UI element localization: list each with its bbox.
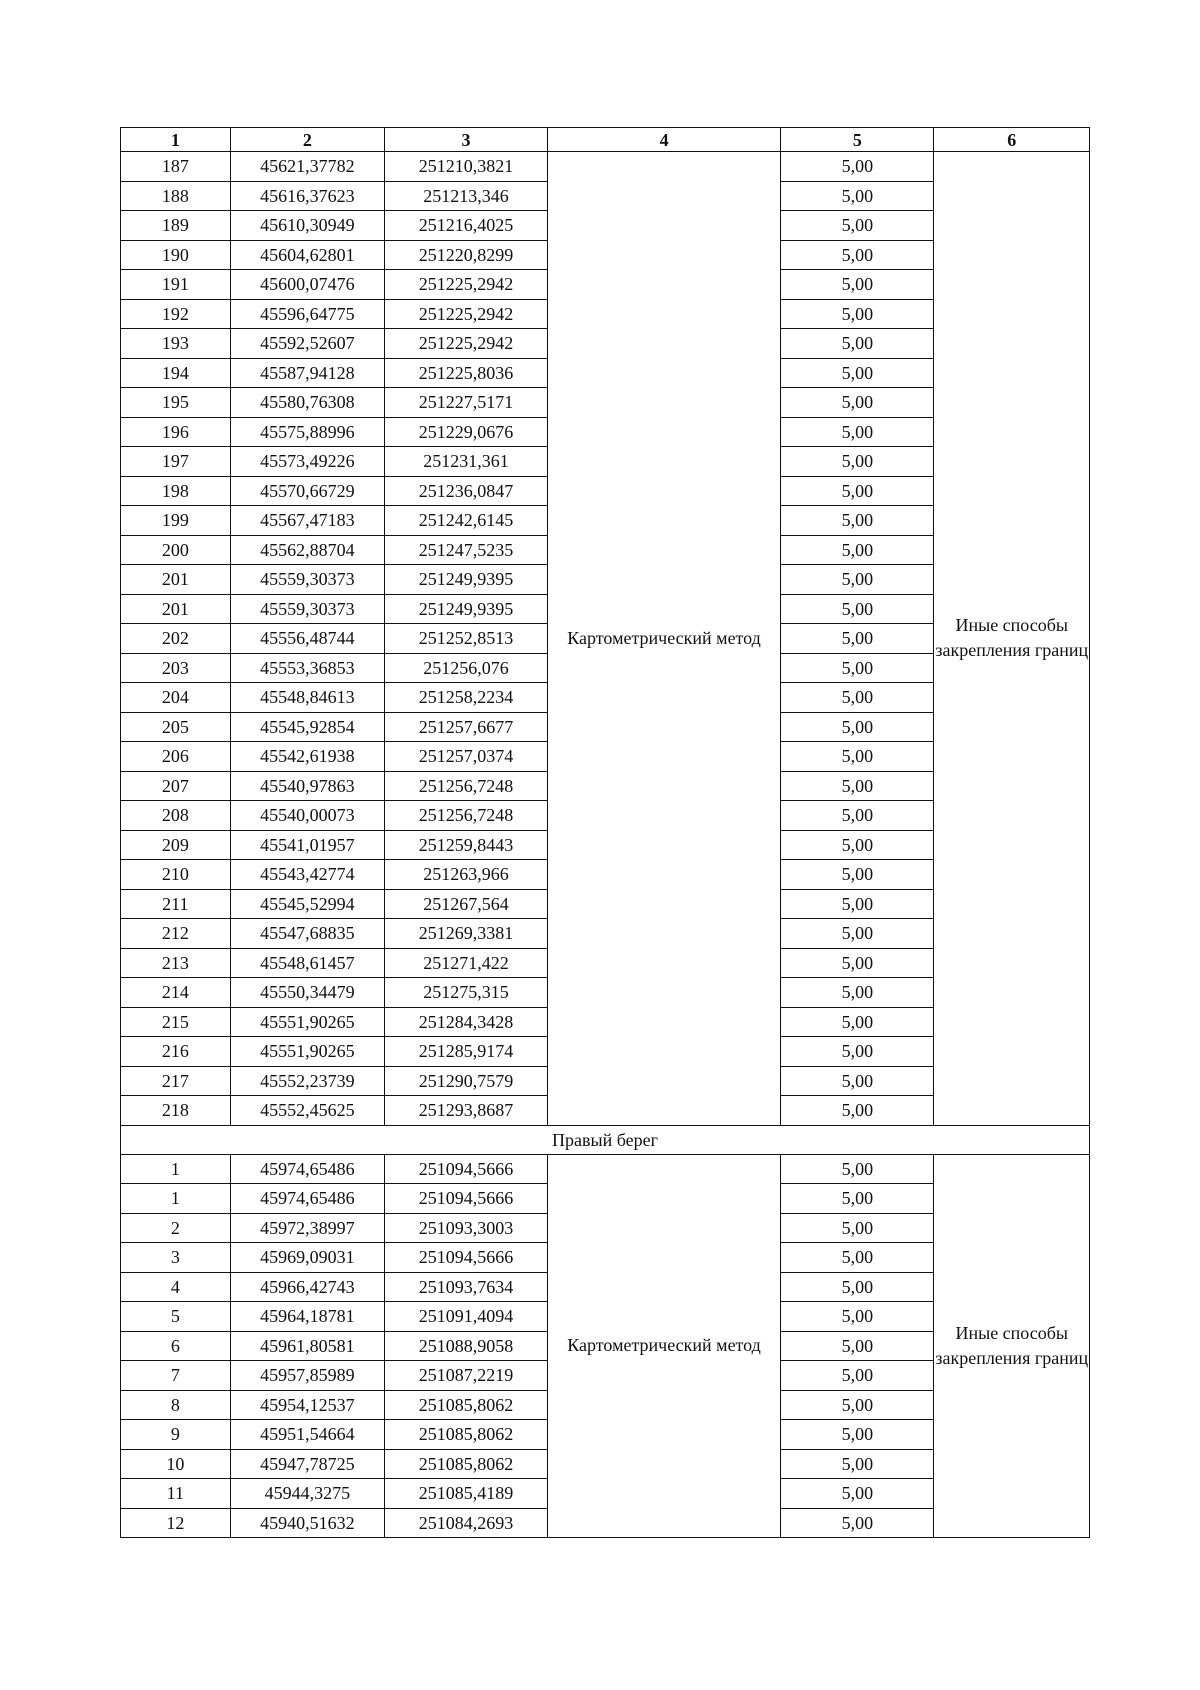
accuracy-cell: 5,00 — [781, 1243, 934, 1273]
point-number-cell: 201 — [121, 565, 231, 595]
y-coordinate-cell: 251093,3003 — [385, 1213, 548, 1243]
x-coordinate-cell: 45573,49226 — [230, 447, 384, 477]
accuracy-cell: 5,00 — [781, 506, 934, 536]
point-number-cell: 201 — [121, 594, 231, 624]
point-number-cell: 6 — [121, 1331, 231, 1361]
point-number-cell: 213 — [121, 948, 231, 978]
x-coordinate-cell: 45551,90265 — [230, 1007, 384, 1037]
y-coordinate-cell: 251229,0676 — [385, 417, 548, 447]
accuracy-cell: 5,00 — [781, 1037, 934, 1067]
y-coordinate-cell: 251256,7248 — [385, 801, 548, 831]
point-number-cell: 190 — [121, 240, 231, 270]
accuracy-cell: 5,00 — [781, 476, 934, 506]
point-number-cell: 206 — [121, 742, 231, 772]
y-coordinate-cell: 251225,2942 — [385, 299, 548, 329]
point-number-cell: 7 — [121, 1361, 231, 1391]
accuracy-cell: 5,00 — [781, 1361, 934, 1391]
x-coordinate-cell: 45587,94128 — [230, 358, 384, 388]
accuracy-cell: 5,00 — [781, 1420, 934, 1450]
point-number-cell: 214 — [121, 978, 231, 1008]
y-coordinate-cell: 251085,8062 — [385, 1420, 548, 1450]
x-coordinate-cell: 45545,52994 — [230, 889, 384, 919]
column-header-6: 6 — [934, 128, 1090, 152]
point-number-cell: 193 — [121, 329, 231, 359]
x-coordinate-cell: 45961,80581 — [230, 1331, 384, 1361]
accuracy-cell: 5,00 — [781, 889, 934, 919]
accuracy-cell: 5,00 — [781, 388, 934, 418]
x-coordinate-cell: 45562,88704 — [230, 535, 384, 565]
accuracy-cell: 5,00 — [781, 565, 934, 595]
y-coordinate-cell: 251267,564 — [385, 889, 548, 919]
point-number-cell: 194 — [121, 358, 231, 388]
point-number-cell: 189 — [121, 211, 231, 241]
point-number-cell: 217 — [121, 1066, 231, 1096]
accuracy-cell: 5,00 — [781, 1066, 934, 1096]
y-coordinate-cell: 251256,076 — [385, 653, 548, 683]
section-row — [121, 1125, 1090, 1154]
table-header-row — [121, 128, 1090, 152]
x-coordinate-cell: 45551,90265 — [230, 1037, 384, 1067]
table-row — [121, 1154, 1090, 1184]
x-coordinate-cell: 45548,61457 — [230, 948, 384, 978]
x-coordinate-cell: 45540,00073 — [230, 801, 384, 831]
accuracy-cell: 5,00 — [781, 299, 934, 329]
x-coordinate-cell: 45552,45625 — [230, 1096, 384, 1126]
x-coordinate-cell: 45954,12537 — [230, 1390, 384, 1420]
x-coordinate-cell: 45550,34479 — [230, 978, 384, 1008]
point-number-cell: 195 — [121, 388, 231, 418]
accuracy-cell: 5,00 — [781, 1007, 934, 1037]
accuracy-cell: 5,00 — [781, 1508, 934, 1538]
accuracy-cell: 5,00 — [781, 683, 934, 713]
point-number-cell: 197 — [121, 447, 231, 477]
point-number-cell: 5 — [121, 1302, 231, 1332]
point-number-cell: 209 — [121, 830, 231, 860]
x-coordinate-cell: 45545,92854 — [230, 712, 384, 742]
x-coordinate-cell: 45972,38997 — [230, 1213, 384, 1243]
accuracy-cell: 5,00 — [781, 919, 934, 949]
y-coordinate-cell: 251259,8443 — [385, 830, 548, 860]
point-number-cell: 210 — [121, 860, 231, 890]
accuracy-cell: 5,00 — [781, 181, 934, 211]
y-coordinate-cell: 251263,966 — [385, 860, 548, 890]
point-number-cell: 200 — [121, 535, 231, 565]
boundary-points-table — [120, 127, 1090, 1538]
point-number-cell: 8 — [121, 1390, 231, 1420]
y-coordinate-cell: 251085,8062 — [385, 1390, 548, 1420]
section-title: Правый берег — [121, 1125, 1090, 1154]
point-number-cell: 215 — [121, 1007, 231, 1037]
x-coordinate-cell: 45543,42774 — [230, 860, 384, 890]
column-header-2: 2 — [230, 128, 384, 152]
y-coordinate-cell: 251094,5666 — [385, 1154, 548, 1184]
y-coordinate-cell: 251085,4189 — [385, 1479, 548, 1509]
accuracy-cell: 5,00 — [781, 1272, 934, 1302]
x-coordinate-cell: 45966,42743 — [230, 1272, 384, 1302]
x-coordinate-cell: 45616,37623 — [230, 181, 384, 211]
y-coordinate-cell: 251093,7634 — [385, 1272, 548, 1302]
fixing-method-cell: Иные способы закрепления границ — [934, 1154, 1090, 1538]
x-coordinate-cell: 45596,64775 — [230, 299, 384, 329]
y-coordinate-cell: 251293,8687 — [385, 1096, 548, 1126]
x-coordinate-cell: 45548,84613 — [230, 683, 384, 713]
point-number-cell: 198 — [121, 476, 231, 506]
x-coordinate-cell: 45974,65486 — [230, 1184, 384, 1214]
x-coordinate-cell: 45592,52607 — [230, 329, 384, 359]
point-number-cell: 204 — [121, 683, 231, 713]
x-coordinate-cell: 45556,48744 — [230, 624, 384, 654]
y-coordinate-cell: 251275,315 — [385, 978, 548, 1008]
point-number-cell: 11 — [121, 1479, 231, 1509]
y-coordinate-cell: 251257,0374 — [385, 742, 548, 772]
point-number-cell: 10 — [121, 1449, 231, 1479]
accuracy-cell: 5,00 — [781, 948, 934, 978]
x-coordinate-cell: 45570,66729 — [230, 476, 384, 506]
accuracy-cell: 5,00 — [781, 358, 934, 388]
accuracy-cell: 5,00 — [781, 447, 934, 477]
accuracy-cell: 5,00 — [781, 211, 934, 241]
accuracy-cell: 5,00 — [781, 978, 934, 1008]
accuracy-cell: 5,00 — [781, 240, 934, 270]
point-number-cell: 205 — [121, 712, 231, 742]
accuracy-cell: 5,00 — [781, 1213, 934, 1243]
point-number-cell: 187 — [121, 152, 231, 182]
y-coordinate-cell: 251087,2219 — [385, 1361, 548, 1391]
point-number-cell: 191 — [121, 270, 231, 300]
x-coordinate-cell: 45947,78725 — [230, 1449, 384, 1479]
accuracy-cell: 5,00 — [781, 1154, 934, 1184]
y-coordinate-cell: 251210,3821 — [385, 152, 548, 182]
y-coordinate-cell: 251284,3428 — [385, 1007, 548, 1037]
accuracy-cell: 5,00 — [781, 860, 934, 890]
point-number-cell: 196 — [121, 417, 231, 447]
accuracy-cell: 5,00 — [781, 801, 934, 831]
point-number-cell: 188 — [121, 181, 231, 211]
method-cell: Картометрический метод — [547, 152, 780, 1126]
x-coordinate-cell: 45951,54664 — [230, 1420, 384, 1450]
point-number-cell: 207 — [121, 771, 231, 801]
y-coordinate-cell: 251084,2693 — [385, 1508, 548, 1538]
y-coordinate-cell: 251271,422 — [385, 948, 548, 978]
y-coordinate-cell: 251252,8513 — [385, 624, 548, 654]
point-number-cell: 218 — [121, 1096, 231, 1126]
x-coordinate-cell: 45974,65486 — [230, 1154, 384, 1184]
point-number-cell: 203 — [121, 653, 231, 683]
point-number-cell: 211 — [121, 889, 231, 919]
x-coordinate-cell: 45600,07476 — [230, 270, 384, 300]
y-coordinate-cell: 251236,0847 — [385, 476, 548, 506]
y-coordinate-cell: 251088,9058 — [385, 1331, 548, 1361]
accuracy-cell: 5,00 — [781, 1479, 934, 1509]
accuracy-cell: 5,00 — [781, 1184, 934, 1214]
accuracy-cell: 5,00 — [781, 1302, 934, 1332]
point-number-cell: 199 — [121, 506, 231, 536]
x-coordinate-cell: 45940,51632 — [230, 1508, 384, 1538]
x-coordinate-cell: 45567,47183 — [230, 506, 384, 536]
method-cell: Картометрический метод — [547, 1154, 780, 1538]
y-coordinate-cell: 251227,5171 — [385, 388, 548, 418]
point-number-cell: 4 — [121, 1272, 231, 1302]
y-coordinate-cell: 251225,2942 — [385, 270, 548, 300]
accuracy-cell: 5,00 — [781, 771, 934, 801]
accuracy-cell: 5,00 — [781, 624, 934, 654]
point-number-cell: 192 — [121, 299, 231, 329]
fixing-method-cell: Иные способы закрепления границ — [934, 152, 1090, 1126]
column-header-4: 4 — [547, 128, 780, 152]
y-coordinate-cell: 251249,9395 — [385, 594, 548, 624]
point-number-cell: 3 — [121, 1243, 231, 1273]
accuracy-cell: 5,00 — [781, 712, 934, 742]
x-coordinate-cell: 45969,09031 — [230, 1243, 384, 1273]
accuracy-cell: 5,00 — [781, 417, 934, 447]
point-number-cell: 216 — [121, 1037, 231, 1067]
x-coordinate-cell: 45944,3275 — [230, 1479, 384, 1509]
accuracy-cell: 5,00 — [781, 1096, 934, 1126]
table-row — [121, 152, 1090, 182]
accuracy-cell: 5,00 — [781, 535, 934, 565]
accuracy-cell: 5,00 — [781, 742, 934, 772]
x-coordinate-cell: 45559,30373 — [230, 565, 384, 595]
x-coordinate-cell: 45621,37782 — [230, 152, 384, 182]
accuracy-cell: 5,00 — [781, 270, 934, 300]
y-coordinate-cell: 251269,3381 — [385, 919, 548, 949]
accuracy-cell: 5,00 — [781, 653, 934, 683]
x-coordinate-cell: 45553,36853 — [230, 653, 384, 683]
y-coordinate-cell: 251290,7579 — [385, 1066, 548, 1096]
x-coordinate-cell: 45604,62801 — [230, 240, 384, 270]
y-coordinate-cell: 251249,9395 — [385, 565, 548, 595]
accuracy-cell: 5,00 — [781, 1331, 934, 1361]
y-coordinate-cell: 251242,6145 — [385, 506, 548, 536]
y-coordinate-cell: 251213,346 — [385, 181, 548, 211]
y-coordinate-cell: 251257,6677 — [385, 712, 548, 742]
x-coordinate-cell: 45541,01957 — [230, 830, 384, 860]
point-number-cell: 9 — [121, 1420, 231, 1450]
point-number-cell: 2 — [121, 1213, 231, 1243]
x-coordinate-cell: 45552,23739 — [230, 1066, 384, 1096]
point-number-cell: 1 — [121, 1154, 231, 1184]
x-coordinate-cell: 45580,76308 — [230, 388, 384, 418]
y-coordinate-cell: 251091,4094 — [385, 1302, 548, 1332]
x-coordinate-cell: 45575,88996 — [230, 417, 384, 447]
x-coordinate-cell: 45559,30373 — [230, 594, 384, 624]
x-coordinate-cell: 45547,68835 — [230, 919, 384, 949]
column-header-1: 1 — [121, 128, 231, 152]
y-coordinate-cell: 251094,5666 — [385, 1243, 548, 1273]
column-header-3: 3 — [385, 128, 548, 152]
y-coordinate-cell: 251231,361 — [385, 447, 548, 477]
point-number-cell: 212 — [121, 919, 231, 949]
y-coordinate-cell: 251094,5666 — [385, 1184, 548, 1214]
y-coordinate-cell: 251085,8062 — [385, 1449, 548, 1479]
table-body — [121, 128, 1090, 1538]
y-coordinate-cell: 251216,4025 — [385, 211, 548, 241]
x-coordinate-cell: 45957,85989 — [230, 1361, 384, 1391]
accuracy-cell: 5,00 — [781, 329, 934, 359]
x-coordinate-cell: 45542,61938 — [230, 742, 384, 772]
point-number-cell: 1 — [121, 1184, 231, 1214]
point-number-cell: 208 — [121, 801, 231, 831]
point-number-cell: 12 — [121, 1508, 231, 1538]
y-coordinate-cell: 251285,9174 — [385, 1037, 548, 1067]
y-coordinate-cell: 251220,8299 — [385, 240, 548, 270]
accuracy-cell: 5,00 — [781, 830, 934, 860]
y-coordinate-cell: 251225,2942 — [385, 329, 548, 359]
accuracy-cell: 5,00 — [781, 152, 934, 182]
y-coordinate-cell: 251225,8036 — [385, 358, 548, 388]
y-coordinate-cell: 251258,2234 — [385, 683, 548, 713]
x-coordinate-cell: 45964,18781 — [230, 1302, 384, 1332]
accuracy-cell: 5,00 — [781, 1449, 934, 1479]
point-number-cell: 202 — [121, 624, 231, 654]
y-coordinate-cell: 251247,5235 — [385, 535, 548, 565]
accuracy-cell: 5,00 — [781, 594, 934, 624]
column-header-5: 5 — [781, 128, 934, 152]
x-coordinate-cell: 45610,30949 — [230, 211, 384, 241]
x-coordinate-cell: 45540,97863 — [230, 771, 384, 801]
accuracy-cell: 5,00 — [781, 1390, 934, 1420]
y-coordinate-cell: 251256,7248 — [385, 771, 548, 801]
